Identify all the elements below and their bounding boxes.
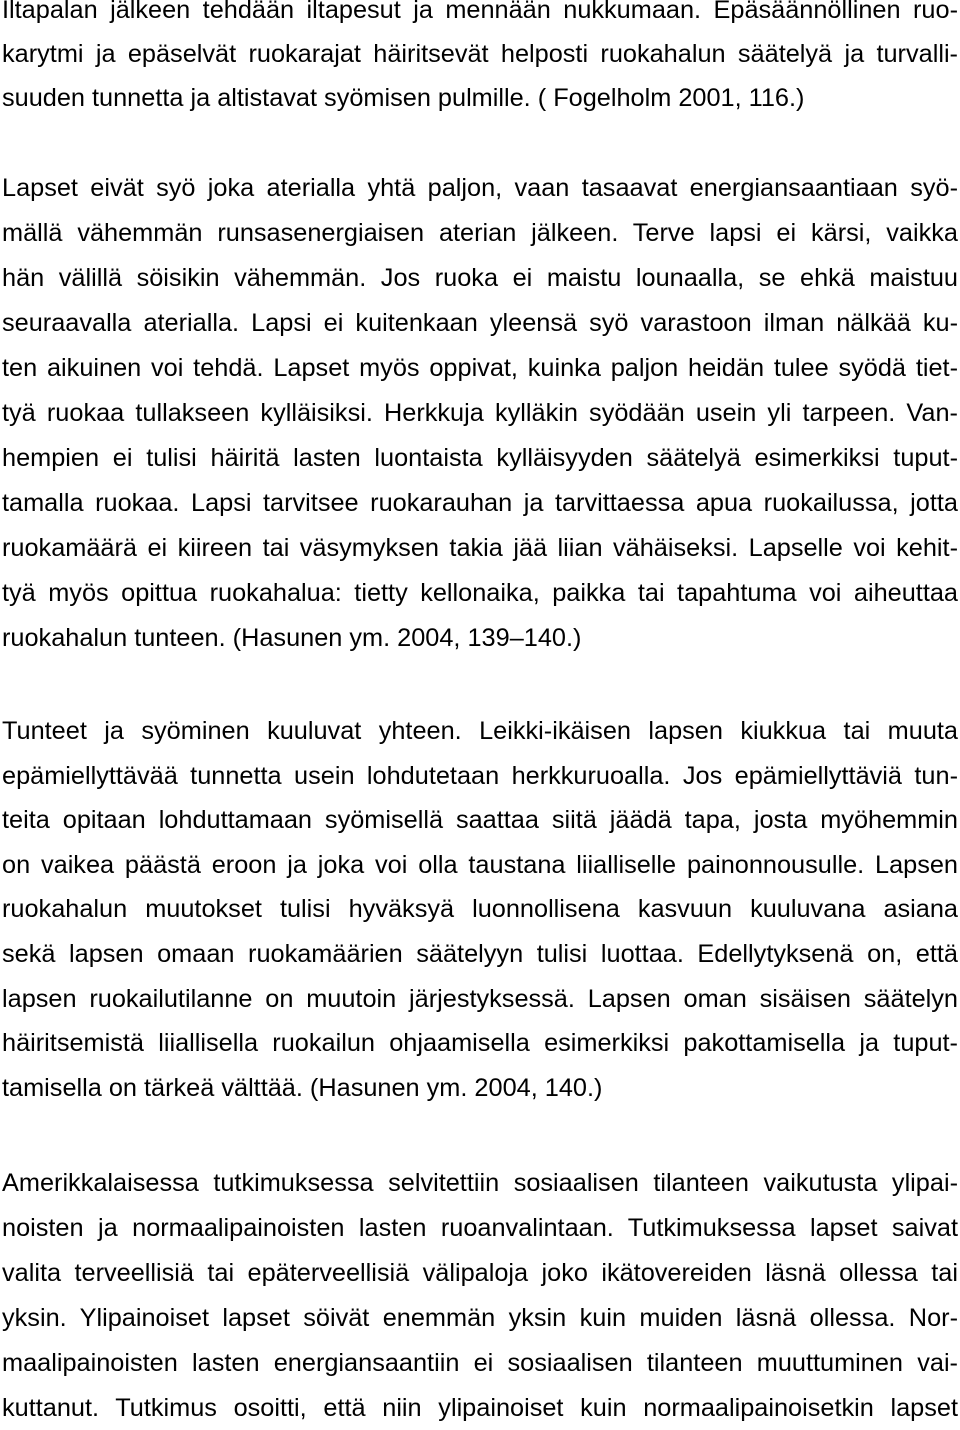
paragraph-2	[2, 166, 958, 661]
text-line: häiritsemistä liiallisella ruokailun ohjaamisella esimerkiksi pakottamisella ja tuput-	[2, 1029, 958, 1058]
text-line: tyä myös opittua ruokahalua: tietty kellonaika, paikka tai tapahtuma voi aiheuttaa	[2, 579, 958, 607]
text-line: hän välillä söisikin vähemmän. Jos ruoka ei maistu lounaalla, se ehkä maistuu	[2, 264, 958, 292]
text-line: tyä ruokaa tullakseen kylläisiksi. Herkkuja kylläkin syödään usein yli tarpeen. Van-	[2, 399, 958, 427]
text-line: valita terveellisiä tai epäterveellisiä välipaloja joko ikätovereiden läsnä ollessa tai	[2, 1259, 958, 1287]
text-line: ruokahalun tunteen. (Hasunen ym. 2004, 139–140.)	[2, 624, 582, 652]
text-line: maalipainoisten lasten energiansaantiin ei sosiaalisen tilanteen muuttuminen vai-	[2, 1349, 958, 1377]
text-line: ruokamäärä ei kiireen tai väsymyksen takia jää liian vähäiseksi. Lapselle voi kehit-	[2, 534, 958, 562]
text-line: tamisella on tärkeä välttää. (Hasunen ym. 2004, 140.)	[2, 1073, 603, 1102]
text-line: teita opitaan lohduttamaan syömisellä saattaa siitä jäädä tapa, josta myöhemmin	[2, 806, 958, 835]
text-line: mällä vähemmän runsasenergiaisen aterian jälkeen. Terve lapsi ei kärsi, vaikka	[2, 219, 958, 247]
paragraph-4	[2, 1161, 958, 1430]
text-line: yksin. Ylipainoiset lapset söivät enemmän yksin kuin muiden läsnä ollessa. Nor-	[2, 1304, 958, 1332]
text-line: Lapset eivät syö joka aterialla yhtä paljon, vaan tasaavat energiansaantiaan syö-	[2, 174, 958, 202]
text-line: noisten ja normaalipainoisten lasten ruoanvalintaan. Tutkimuksessa lapset saivat	[2, 1214, 958, 1242]
text-line: Iltapalan jälkeen tehdään iltapesut ja mennään nukkumaan. Epäsäännöllinen ruo-	[2, 0, 958, 24]
paragraph-3	[2, 709, 958, 1110]
text-line: suuden tunnetta ja altistavat syömisen pulmille. ( Fogelholm 2001, 116.)	[2, 84, 805, 112]
text-line: epämiellyttävää tunnetta usein lohdutetaan herkkuruoalla. Jos epämiellyttäviä tun-	[2, 761, 958, 790]
text-line: kuttanut. Tutkimus osoitti, että niin ylipainoiset kuin normaalipainoisetkin lapset	[2, 1394, 958, 1422]
text-line: karytmi ja epäselvät ruokarajat häiritsevät helposti ruokahalun säätelyä ja turvalli-	[2, 40, 958, 68]
text-line: sekä lapsen omaan ruokamäärien säätelyyn tulisi luottaa. Edellytyksenä on, että	[2, 939, 958, 968]
text-line: ruokahalun muutokset tulisi hyväksyä luonnollisena kasvuun kuuluvana asiana	[2, 895, 958, 924]
text-line: ten aikuinen voi tehdä. Lapset myös oppivat, kuinka paljon heidän tulee syödä tiet-	[2, 354, 958, 382]
paragraph-1	[2, 0, 958, 120]
text-line: hempien ei tulisi häiritä lasten luontaista kylläisyyden säätelyä esimerkiksi tuput-	[2, 444, 958, 472]
text-line: seuraavalla aterialla. Lapsi ei kuitenkaan yleensä syö varastoon ilman nälkää ku-	[2, 309, 958, 337]
text-line: on vaikea päästä eroon ja joka voi olla taustana liialliselle painonnousulle. Lapsen	[2, 850, 958, 879]
text-line: tamalla ruokaa. Lapsi tarvitsee ruokarauhan ja tarvittaessa apua ruokailussa, jotta	[2, 489, 958, 517]
text-line: Tunteet ja syöminen kuuluvat yhteen. Leikki-ikäisen lapsen kiukkua tai muuta	[2, 717, 958, 745]
text-line: Amerikkalaisessa tutkimuksessa selvitettiin sosiaalisen tilanteen vaikutusta ylipai-	[2, 1169, 958, 1197]
text-line: lapsen ruokailutilanne on muutoin järjestyksessä. Lapsen oman sisäisen säätelyn	[2, 984, 958, 1013]
